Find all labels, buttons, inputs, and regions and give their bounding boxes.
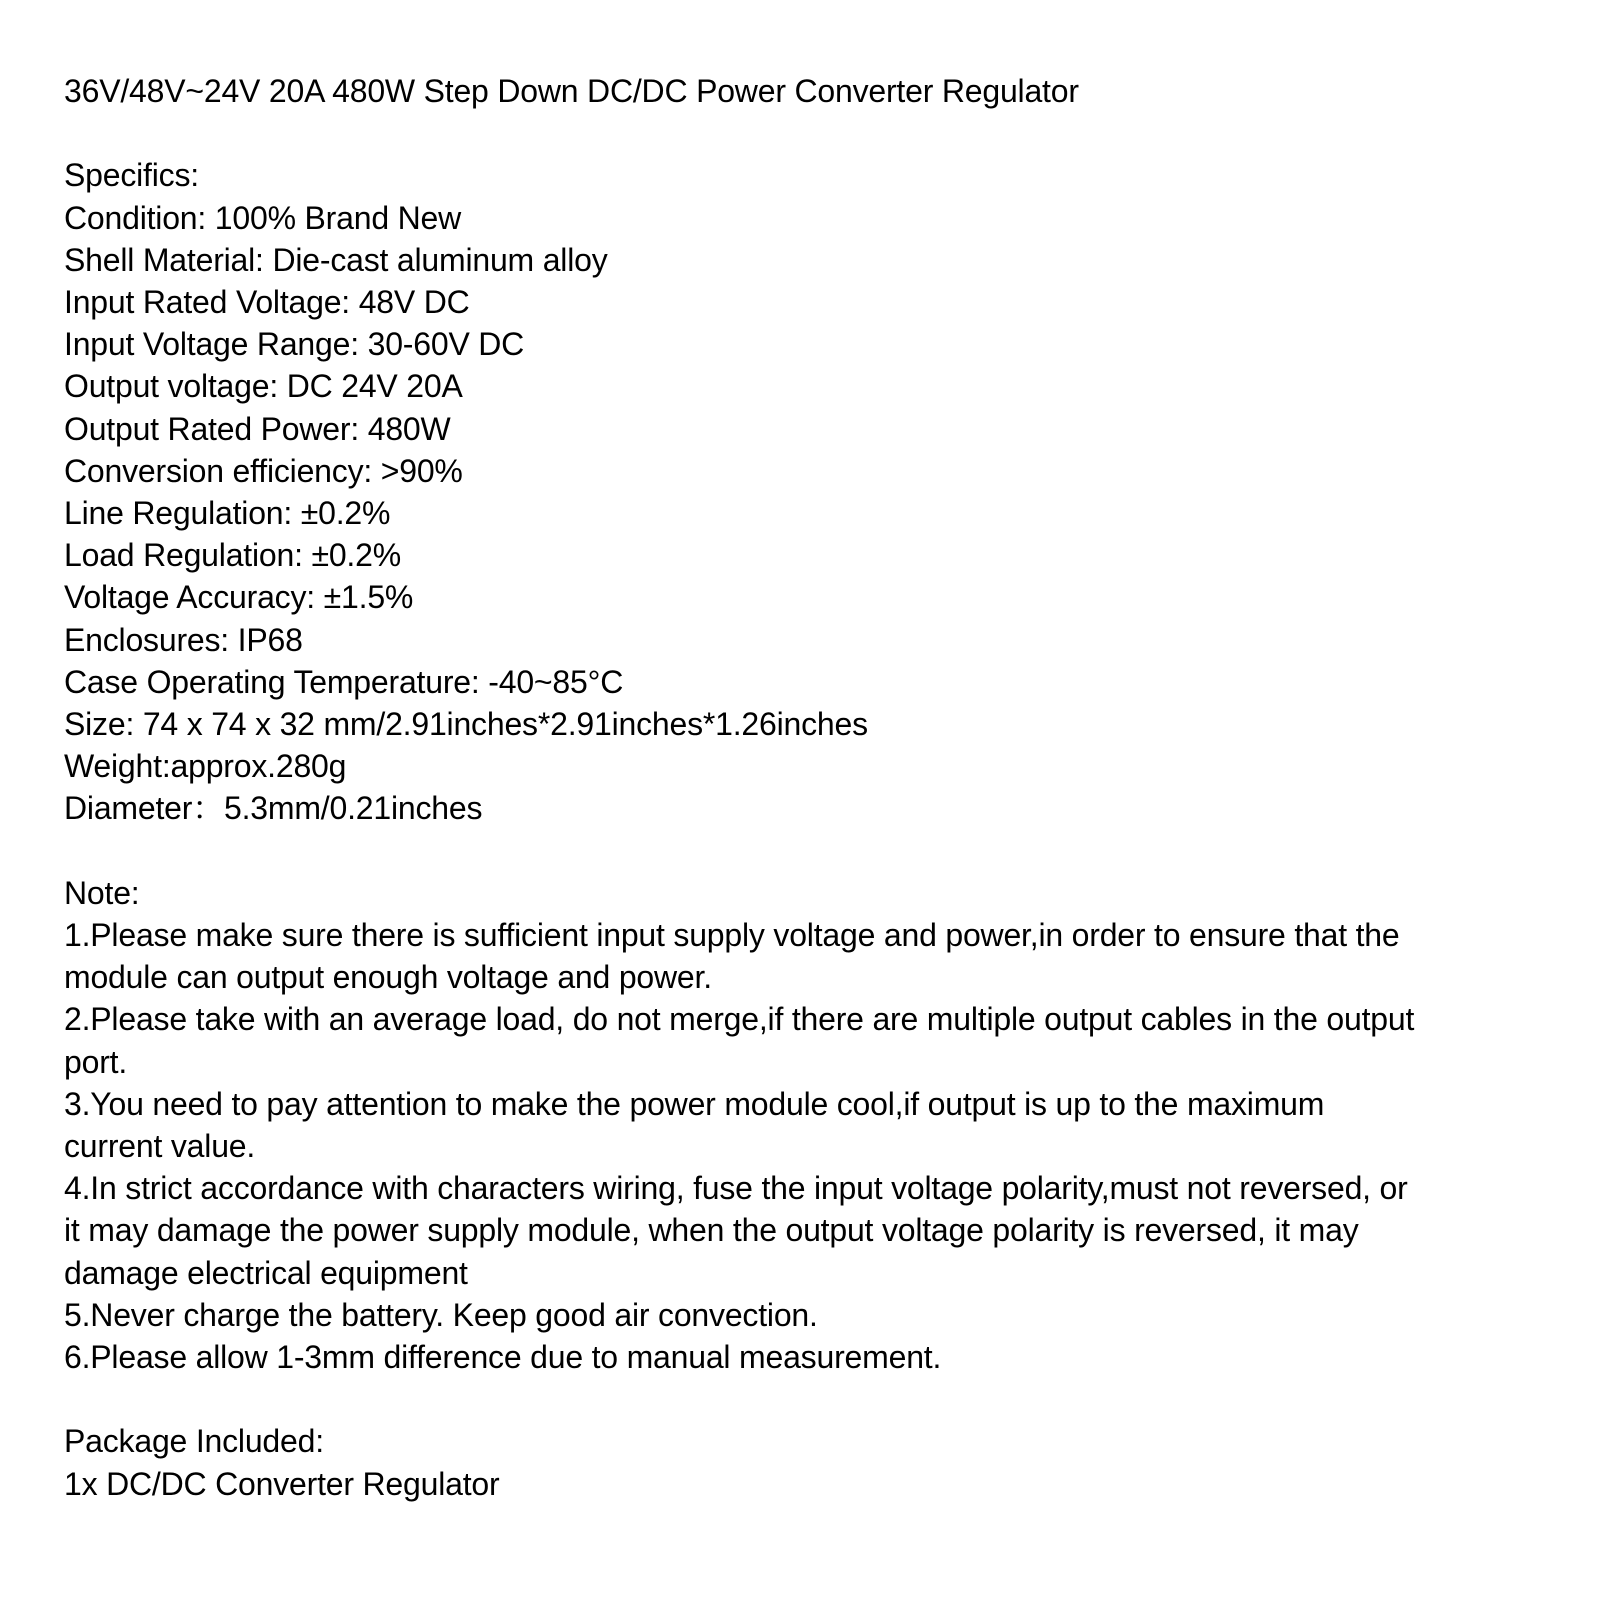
note-line: module can output enough voltage and power. — [64, 959, 712, 996]
note-line: 2.Please take with an average load, do not merge,if there are multiple output cables in the output — [64, 1001, 1415, 1038]
spec-shell-material: Shell Material: Die-cast aluminum alloy — [64, 241, 608, 278]
spec-condition: Condition: 100% Brand New — [64, 199, 462, 236]
spec-voltage-accuracy: Voltage Accuracy: ±1.5% — [64, 579, 414, 616]
note-item-6 — [64, 1336, 1564, 1378]
spec-enclosures: Enclosures: IP68 — [64, 621, 303, 658]
product-description — [64, 70, 1564, 1505]
spacer — [64, 830, 1564, 872]
package-item: 1x DC/DC Converter Regulator — [64, 1465, 500, 1502]
note-item-3 — [64, 1083, 1564, 1167]
note-line: 5.Never charge the battery. Keep good air convection. — [64, 1296, 818, 1333]
note-item-5 — [64, 1294, 1564, 1336]
spec-output-rated-power: Output Rated Power: 480W — [64, 410, 451, 447]
note-line: 4.In strict accordance with characters wiring, fuse the input voltage polarity,must not reversed, or — [64, 1170, 1408, 1207]
spec-diameter: Diameter：5.3mm/0.21inches — [64, 790, 483, 827]
product-title: 36V/48V~24V 20A 480W Step Down DC/DC Power Converter Regulator — [64, 73, 1079, 109]
spec-conversion-efficiency: Conversion efficiency: >90% — [64, 452, 463, 489]
spec-output-voltage: Output voltage: DC 24V 20A — [64, 368, 463, 405]
note-line: it may damage the power supply module, when the output voltage polarity is reversed, it may — [64, 1212, 1359, 1249]
note-heading: Note: — [64, 874, 140, 911]
note-line: 1.Please make sure there is sufficient input supply voltage and power,in order to ensure that the — [64, 917, 1400, 954]
note-line: 6.Please allow 1-3mm difference due to manual measurement. — [64, 1339, 942, 1376]
spec-input-voltage-range: Input Voltage Range: 30-60V DC — [64, 326, 525, 363]
note-item-2 — [64, 998, 1564, 1082]
spacer — [64, 1378, 1564, 1420]
spec-line-regulation: Line Regulation: ±0.2% — [64, 495, 391, 532]
spec-size: Size: 74 x 74 x 32 mm/2.91inches*2.91inches*1.26inches — [64, 706, 868, 743]
note-line: port. — [64, 1043, 128, 1080]
spec-input-rated-voltage: Input Rated Voltage: 48V DC — [64, 284, 470, 320]
spec-operating-temperature: Case Operating Temperature: -40~85°C — [64, 663, 624, 700]
note-line: current value. — [64, 1128, 256, 1165]
package-heading: Package Included: — [64, 1423, 324, 1460]
note-item-4 — [64, 1167, 1564, 1294]
specifics-heading: Specifics: — [64, 157, 199, 194]
spec-weight: Weight:approx.280g — [64, 748, 347, 785]
spec-load-regulation: Load Regulation: ±0.2% — [64, 537, 401, 574]
note-line: damage electrical equipment — [64, 1254, 468, 1291]
spacer — [64, 112, 1564, 154]
package-section — [64, 1420, 1564, 1504]
note-item-1 — [64, 914, 1564, 998]
specifics-section — [64, 154, 1564, 829]
note-section — [64, 872, 1564, 1378]
note-line: 3.You need to pay attention to make the power module cool,if output is up to the maximum — [64, 1085, 1325, 1122]
